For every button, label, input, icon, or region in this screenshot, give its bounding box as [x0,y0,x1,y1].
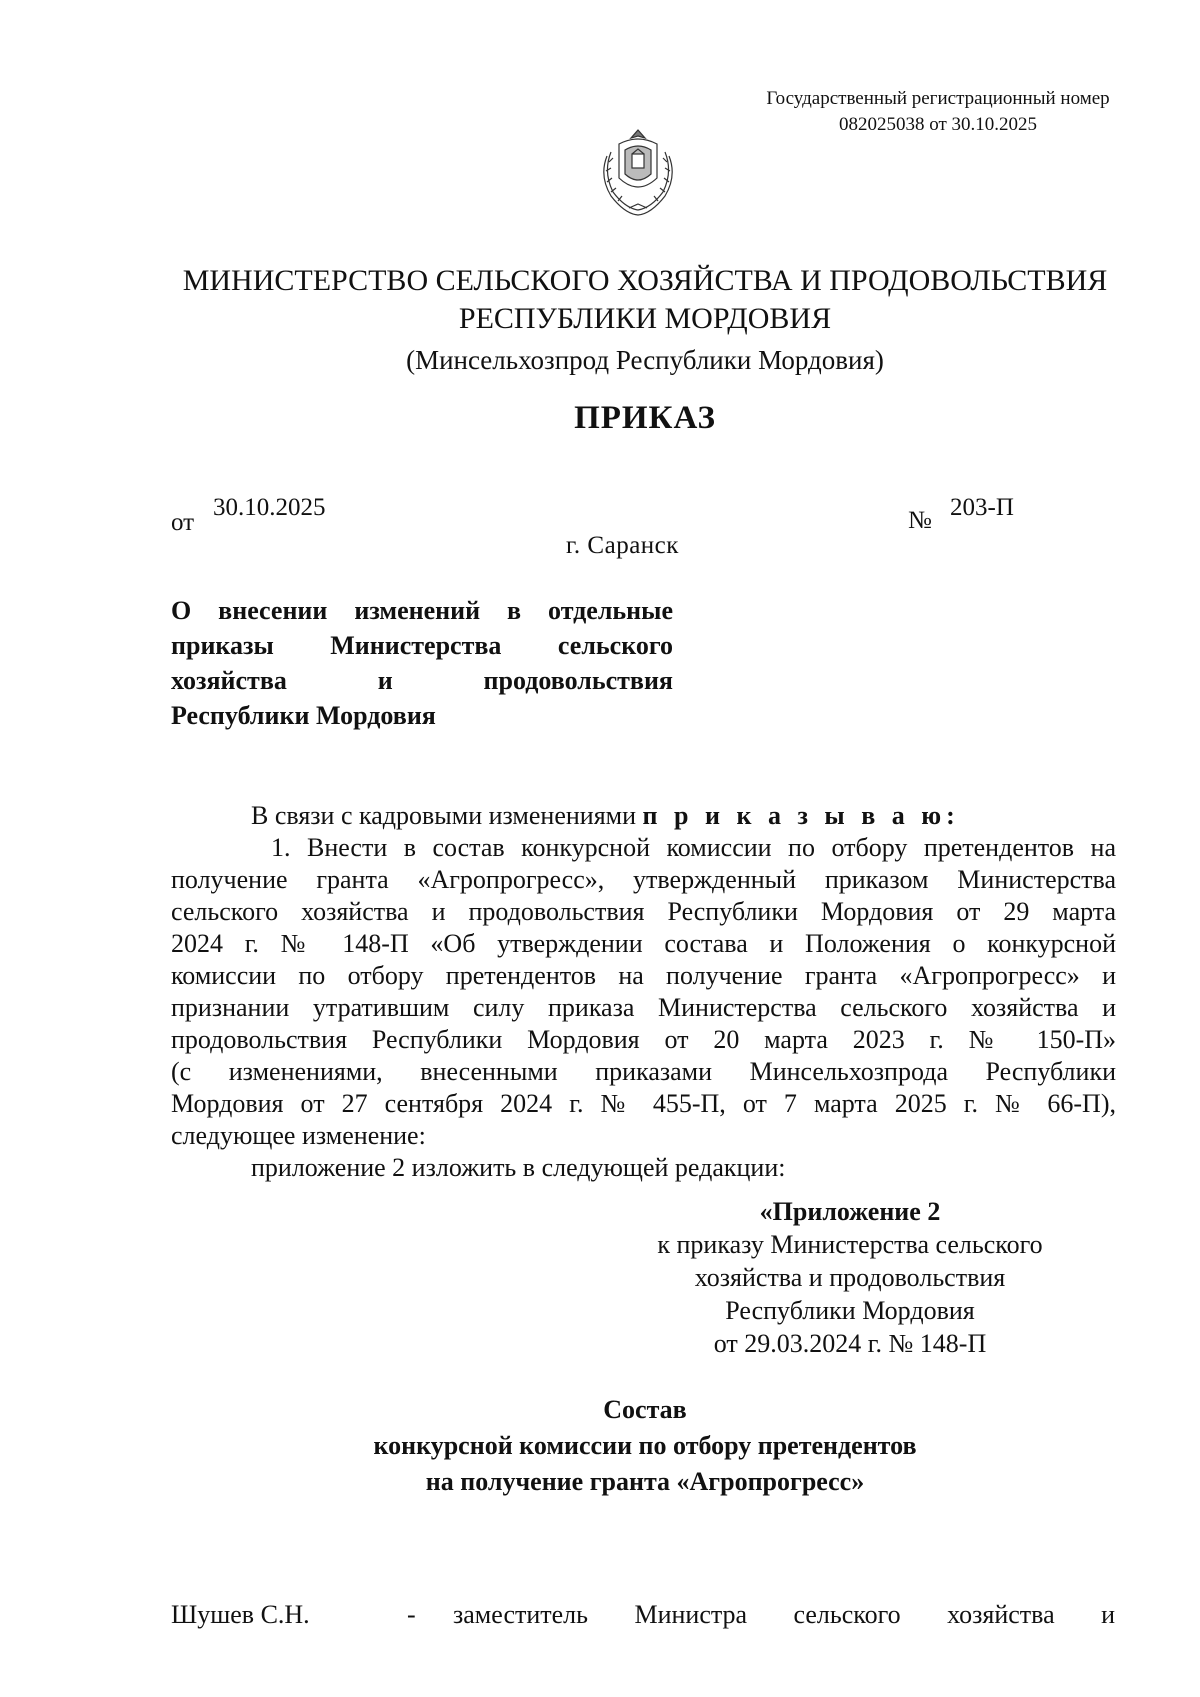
member-dash: - [407,1600,416,1629]
ministry-short-name: (Минсельхозпрод Республики Мордовия) [406,345,884,375]
paragraph-1-line: продовольствия Республики Мордовия от 20 марта 2023 г. № 150-П» [171,1025,1116,1054]
paragraph-1-line: получение гранта «Агропрогресс», утвержденный приказом Министерства [171,865,1116,894]
paragraph-2: приложение 2 изложить в следующей редакции: [251,1153,786,1182]
order-word: п р и к а з ы в а ю: [642,801,960,830]
registration-line-2: 082025038 от 30.10.2025 [838,114,1038,135]
number-sign: № [908,507,932,534]
appendix-heading: «Приложение 2 [759,1197,941,1226]
member-role: заместитель Министра сельского хозяйства и [453,1600,1115,1629]
registration-line-1: Государственный регистрационный номер [766,88,1110,109]
subject-line: приказы Министерства сельского [171,631,673,660]
appendix-line: хозяйства и продовольствия [694,1263,1006,1292]
paragraph-1-line: Мордовия от 27 сентября 2024 г. № 455-П, от 7 марта 2025 г. № 66-П), [171,1089,1116,1118]
subject-line: О внесении изменений в отдельные [171,596,673,625]
document-type-title: ПРИКАЗ [574,400,716,436]
paragraph-1-line: (с изменениями, внесенными приказами Минсельхозпрода Республики [171,1057,1116,1086]
subject-line: Республики Мордовия [171,701,436,730]
appendix-line: к приказу Министерства сельского [657,1230,1043,1259]
ministry-line-2: РЕСПУБЛИКИ МОРДОВИЯ [458,302,832,335]
paragraph-1-line: 2024 г. № 148-П «Об утверждении состава и Положения о конкурсной [171,929,1116,958]
appendix-line: Республики Мордовия [725,1296,975,1325]
intro-text: В связи с кадровыми изменениями [251,801,637,830]
order-body [171,800,1116,1184]
order-date: 30.10.2025 [213,494,326,521]
member-name: Шушев С.Н. [171,1600,310,1629]
intro-paragraph [171,800,1116,832]
appendix-header [630,1195,1070,1360]
city: г. Саранск [566,532,679,559]
ministry-name [100,262,1190,338]
composition-title: Состав [603,1395,687,1424]
composition-heading [100,1392,1190,1500]
appendix-line: от 29.03.2024 г. № 148-П [713,1329,987,1358]
order-subject [171,593,673,733]
composition-line: конкурсной комиссии по отбору претендентов [373,1431,917,1460]
registration-stamp [728,86,1148,138]
subject-line: хозяйства и продовольствия [171,666,673,695]
paragraph-1-line: комиссии по отбору претендентов на получение гранта «Агропрогресс» и [171,961,1116,990]
ministry-line-1: МИНИСТЕРСТВО СЕЛЬСКОГО ХОЗЯЙСТВА И ПРОДОВОЛЬСТВИЯ [182,264,1108,297]
order-number: 203-П [950,494,1014,521]
paragraph-1-line: 1. Внести в состав конкурсной комиссии по отбору претендентов на [271,833,1116,862]
paragraph-1-line: признании утратившим силу приказа Министерства сельского хозяйства и [171,993,1116,1022]
paragraph-1-line: сельского хозяйства и продовольствия Республики Мордовия от 29 марта [171,897,1116,926]
paragraph-1-line: следующее изменение: [171,1121,426,1150]
composition-line: на получение гранта «Агропрогресс» [425,1467,865,1496]
date-prefix: от [171,509,195,536]
coat-of-arms-emblem [589,122,687,218]
